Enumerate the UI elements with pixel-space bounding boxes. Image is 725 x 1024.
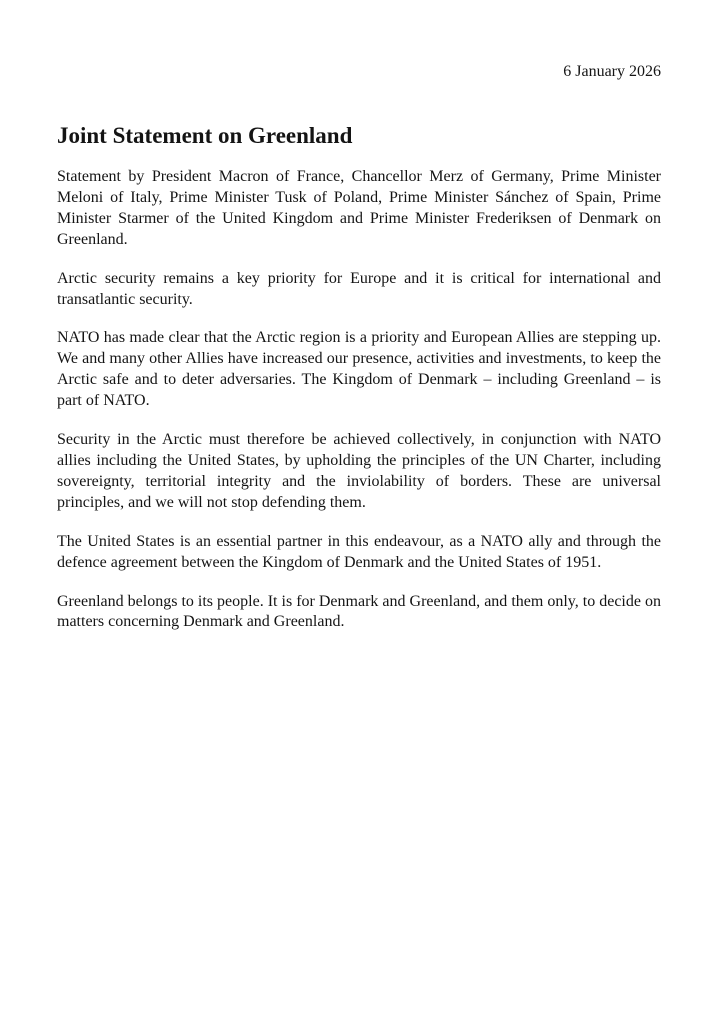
- paragraph-statement-by: Statement by President Macron of France, Chancellor Merz of Germany, Prime Minister Meloni of Italy, Prime Minister Tusk of Poland, Prime Minister Sánchez of Spain, Prime Minister Starmer of the United Kingdom and Prime Minister Frederiksen of Denmark on Greenland.: [57, 168, 661, 248]
- paragraph-arctic-security: Arctic security remains a key priority for Europe and it is critical for international and transatlantic security.: [57, 269, 661, 308]
- document-body: [57, 167, 661, 651]
- paragraph-nato-priority: NATO has made clear that the Arctic region is a priority and European Allies are stepping up. We and many other Allies have increased our presence, activities and investments, to keep the Arctic safe and to deter adversaries. The Kingdom of Denmark – including Greenland – is part of NATO.: [57, 329, 661, 410]
- paragraph-united-states-partner: The United States is an essential partner in this endeavour, as a NATO ally and through the defence agreement between the Kingdom of Denmark and the United States of 1951.: [57, 532, 661, 571]
- document-title: Joint Statement on Greenland: [57, 123, 353, 148]
- paragraph-security-collectively: Security in the Arctic must therefore be achieved collectively, in conjunction with NATO allies including the United States, by upholding the principles of the UN Charter, including sovereignty, territorial integrity and the inviolability of borders. These are universal principles, and we will not stop defending them.: [57, 431, 661, 511]
- paragraph-greenland-people: Greenland belongs to its people. It is for Denmark and Greenland, and them only, to decide on matters concerning Denmark and Greenland.: [57, 592, 661, 631]
- document-date: 6 January 2026: [563, 63, 661, 80]
